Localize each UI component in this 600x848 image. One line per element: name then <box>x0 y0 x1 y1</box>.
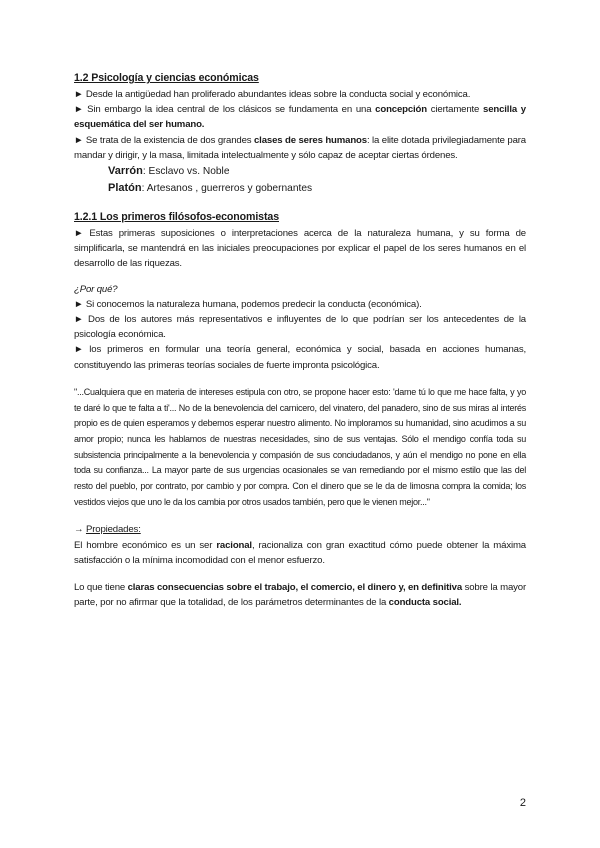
section-title: 1.2 Psicología y ciencias económicas <box>74 72 259 84</box>
bullet-naturaleza: ► Si conocemos la naturaleza humana, podemos predecir la conducta (económica). <box>74 298 422 310</box>
bullet-teoria: ► los primeros en formular una teoría general, económica y social, basada en acciones humanas, constituyendo las primeras teorías sociales de fuerte impronta psicológica. <box>74 344 526 371</box>
properties-text: El hombre económico es un ser racional, racionaliza con gran exactitud cómo puede obtener la máxima satisfacción o la mínima incomodidad con el menor esfuerzo. <box>74 539 526 566</box>
quote-block: "...Cualquiera que en materia de intereses estipula con otro, se propone hacer esto: 'dame tú lo que me hace falta, y yo te daré lo que te falta a ti'... No de la benevolencia del carnicero, del vinatero, del panadero, sino de sus miras al interés propio es de quien esperamos y debemos esperar nuestro alimento. No imploramos su humanidad, sino acudimos a su amor propio; nunca les hablamos de nuestras necesidades, sino de sus ventajas. Sólo el mendigo confía toda su subsistencia principalmente a la benevolencia y compasión de sus conciudadanos, y aún el mendigo no pone en ella toda su confianza... La mayor parte de sus urgencias ocasionales se van remediando por el mismo estilo que las del resto del pueblo, por contrato, por cambio y por compra. Con el dinero que se le da de limosna compra la comida; los vestidos viejos que uno le da los cambia por otros usados también, pero que le vienen mejor..." <box>74 386 526 507</box>
consequences-paragraph: Lo que tiene claras consecuencias sobre el trabajo, el comercio, el dinero y, en definitiva sobre la mayor parte, por no afirmar que la totalidad, de los parámetros determinantes de la conducta social. <box>74 582 527 609</box>
bullet-clases-seres: ► Se trata de la existencia de dos grandes clases de seres humanos: la elite dotada privilegiadamente para mandar y dirigir, y la masa, limitada intelectualmente y sólo capaz de aceptar ciertas órdenes. <box>74 134 526 161</box>
varron-line: Varrón: Esclavo vs. Noble <box>108 165 230 178</box>
properties-heading: → Propiedades: <box>74 524 141 536</box>
why-heading: ¿Por qué? <box>74 283 118 295</box>
platon-line: Platón: Artesanos , guerreros y gobernantes <box>108 182 313 195</box>
bullet-antiguedad: ► Desde la antigüedad han proliferado abundantes ideas sobre la conducta social y económica. <box>74 89 471 100</box>
bullet-idea-central: ► Sin embargo la idea central de los clásicos se fundamenta en una concepción ciertamente sencilla y esquemática del ser humano. <box>74 104 526 131</box>
document-page <box>74 72 526 610</box>
paragraph-suposiciones: ► Estas primeras suposiciones o interpretaciones acerca de la naturaleza humana, y su forma de simplificarla, se mantendrá en las iniciales preocupaciones por explicar el papel de los seres humanos en el desarrollo de las riquezas. <box>74 228 526 270</box>
subsection-title: 1.2.1 Los primeros filósofos-economistas <box>74 211 279 224</box>
page-number: 2 <box>519 797 526 809</box>
bullet-autores: ► Dos de los autores más representativos e influyentes de lo que podrían ser los antecedentes de la psicología económica. <box>74 314 526 341</box>
